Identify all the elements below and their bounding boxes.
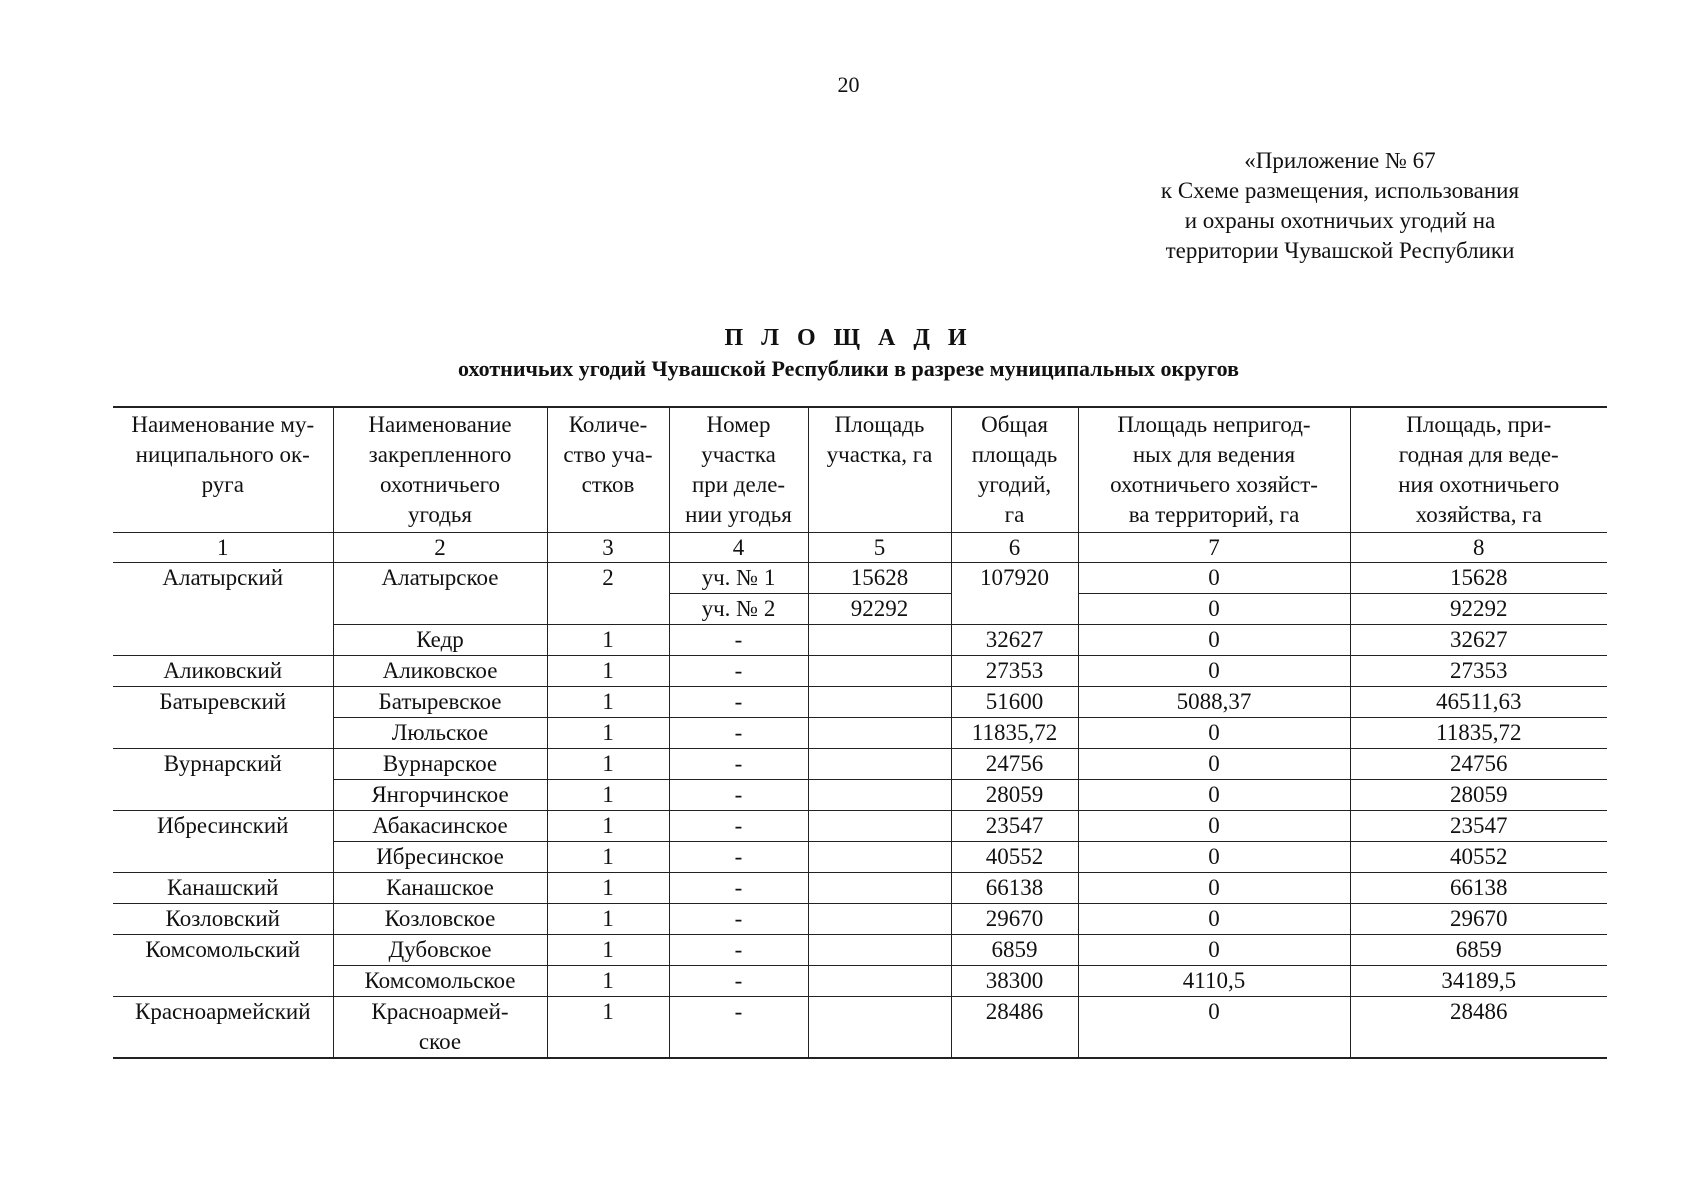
table-row (113, 687, 1607, 718)
cell-unsuitable: 0 (1078, 625, 1350, 656)
cell-count: 1 (547, 749, 669, 780)
cell-total-area: 28486 (951, 997, 1078, 1059)
cell-plot-number: уч. № 1 (669, 563, 808, 594)
table-row (113, 718, 1607, 749)
cell-ground: Аликовское (333, 656, 547, 687)
cell-suitable: 11835,72 (1350, 718, 1607, 749)
column-number: 4 (669, 533, 808, 563)
cell-ground-line: ское (418, 1029, 462, 1054)
cell-plot-number: - (669, 966, 808, 997)
header-line: охотничьего хозяйст- (1110, 472, 1318, 497)
header-plot-number (669, 407, 808, 533)
cell-plot-area: 15628 (808, 563, 951, 594)
header-line: ниципального ок- (135, 442, 310, 467)
header-line: руга (201, 472, 244, 497)
cell-ground: Люльское (333, 718, 547, 749)
cell-unsuitable: 5088,37 (1078, 687, 1350, 718)
cell-count: 1 (547, 811, 669, 842)
header-line: Наименование му- (131, 412, 315, 437)
cell-count: 1 (547, 718, 669, 749)
cell-unsuitable: 0 (1078, 842, 1350, 873)
cell-total-area: 40552 (951, 842, 1078, 873)
table-row (113, 656, 1607, 687)
cell-unsuitable: 0 (1078, 935, 1350, 966)
cell-suitable: 66138 (1350, 873, 1607, 904)
cell-district (113, 780, 333, 811)
cell-suitable: 15628 (1350, 563, 1607, 594)
header-line: угодья (408, 502, 472, 527)
header-line: охотничьего (379, 472, 501, 497)
hunting-areas-table (113, 406, 1607, 1059)
cell-plot-number: - (669, 687, 808, 718)
column-number-row (113, 533, 1607, 563)
cell-unsuitable: 0 (1078, 718, 1350, 749)
column-number: 3 (547, 533, 669, 563)
cell-plot-number: уч. № 2 (669, 594, 808, 625)
cell-unsuitable: 0 (1078, 811, 1350, 842)
header-line: участка (701, 442, 776, 467)
cell-ground: Ибресинское (333, 842, 547, 873)
cell-total-area: 66138 (951, 873, 1078, 904)
header-line: ство уча- (563, 442, 653, 467)
header-unsuitable-area (1078, 407, 1350, 533)
table-row (113, 966, 1607, 997)
cell-suitable: 27353 (1350, 656, 1607, 687)
table-row (113, 780, 1607, 811)
cell-unsuitable: 0 (1078, 749, 1350, 780)
cell-total-area: 23547 (951, 811, 1078, 842)
cell-suitable: 6859 (1350, 935, 1607, 966)
cell-total-area (951, 594, 1078, 625)
cell-total-area: 28059 (951, 780, 1078, 811)
appendix-line: к Схеме размещения, использования (1160, 178, 1520, 203)
cell-plot-area (808, 687, 951, 718)
appendix-line: и охраны охотничьих угодий на (1184, 208, 1496, 233)
cell-plot-number: - (669, 780, 808, 811)
header-line: закрепленного (368, 442, 512, 467)
cell-suitable: 23547 (1350, 811, 1607, 842)
cell-total-area: 38300 (951, 966, 1078, 997)
cell-plot-area (808, 811, 951, 842)
cell-district: Аликовский (113, 656, 333, 687)
cell-total-area: 24756 (951, 749, 1078, 780)
cell-plot-area (808, 749, 951, 780)
cell-count: 1 (547, 780, 669, 811)
header-line: хозяйства, га (1415, 502, 1542, 527)
table-row (113, 873, 1607, 904)
page-number: 20 (837, 72, 860, 97)
appendix-reference (1100, 146, 1580, 266)
cell-plot-area (808, 656, 951, 687)
cell-plot-area (808, 997, 951, 1059)
cell-plot-area (808, 718, 951, 749)
cell-district (113, 594, 333, 625)
cell-unsuitable: 0 (1078, 656, 1350, 687)
header-suitable-area (1350, 407, 1607, 533)
table-row (113, 749, 1607, 780)
cell-ground: Дубовское (333, 935, 547, 966)
cell-total-area: 11835,72 (951, 718, 1078, 749)
document-subtitle: охотничьих угодий Чувашской Республики в разрезе муниципальных округов (458, 356, 1239, 381)
cell-plot-area (808, 625, 951, 656)
cell-district: Красноармейский (113, 997, 333, 1059)
cell-count: 1 (547, 656, 669, 687)
cell-plot-area (808, 873, 951, 904)
header-plot-area (808, 407, 951, 533)
table-header-row (113, 407, 1607, 533)
header-line: Количе- (568, 412, 648, 437)
cell-suitable: 46511,63 (1350, 687, 1607, 718)
cell-plot-number: - (669, 873, 808, 904)
cell-suitable: 28059 (1350, 780, 1607, 811)
cell-count: 1 (547, 873, 669, 904)
cell-ground: Кедр (333, 625, 547, 656)
cell-suitable: 34189,5 (1350, 966, 1607, 997)
header-line: Площадь, при- (1406, 412, 1552, 437)
document-heading (0, 322, 1697, 384)
column-number: 1 (113, 533, 333, 563)
header-line: Общая (981, 412, 1048, 437)
header-line: угодий, (977, 472, 1052, 497)
cell-ground: Янгорчинское (333, 780, 547, 811)
cell-plot-number: - (669, 718, 808, 749)
header-line: га (1004, 502, 1025, 527)
cell-suitable: 40552 (1350, 842, 1607, 873)
cell-total-area: 107920 (951, 563, 1078, 594)
cell-total-area: 27353 (951, 656, 1078, 687)
cell-total-area: 6859 (951, 935, 1078, 966)
cell-suitable: 92292 (1350, 594, 1607, 625)
cell-district: Ибресинский (113, 811, 333, 842)
header-line: Площадь (834, 412, 925, 437)
cell-ground: Комсомольское (333, 966, 547, 997)
column-number: 8 (1350, 533, 1607, 563)
column-number: 5 (808, 533, 951, 563)
cell-district: Козловский (113, 904, 333, 935)
cell-plot-number: - (669, 749, 808, 780)
appendix-line: «Приложение № 67 (1244, 148, 1436, 173)
cell-district (113, 625, 333, 656)
cell-ground-line: Красноармей- (371, 999, 509, 1024)
cell-count (547, 594, 669, 625)
header-municipal-district (113, 407, 333, 533)
cell-ground: Алатырское (333, 563, 547, 594)
cell-unsuitable: 0 (1078, 904, 1350, 935)
cell-plot-area (808, 966, 951, 997)
cell-district: Комсомольский (113, 935, 333, 966)
table-row (113, 997, 1607, 1059)
cell-suitable: 28486 (1350, 997, 1607, 1059)
cell-district: Алатырский (113, 563, 333, 594)
cell-ground (333, 997, 547, 1059)
header-line: Номер (706, 412, 771, 437)
cell-suitable: 24756 (1350, 749, 1607, 780)
cell-district: Канашский (113, 873, 333, 904)
cell-ground: Вурнарское (333, 749, 547, 780)
cell-plot-area (808, 935, 951, 966)
column-number: 2 (333, 533, 547, 563)
cell-count: 1 (547, 997, 669, 1059)
cell-plot-area (808, 842, 951, 873)
cell-plot-number: - (669, 656, 808, 687)
cell-plot-area: 92292 (808, 594, 951, 625)
header-line: при деле- (691, 472, 786, 497)
cell-count: 1 (547, 625, 669, 656)
cell-total-area: 29670 (951, 904, 1078, 935)
cell-unsuitable: 4110,5 (1078, 966, 1350, 997)
cell-plot-number: - (669, 811, 808, 842)
cell-district: Батыревский (113, 687, 333, 718)
cell-plot-area (808, 780, 951, 811)
cell-suitable: 32627 (1350, 625, 1607, 656)
cell-count: 1 (547, 842, 669, 873)
header-total-area (951, 407, 1078, 533)
cell-count: 2 (547, 563, 669, 594)
cell-district (113, 842, 333, 873)
cell-count: 1 (547, 904, 669, 935)
cell-plot-number: - (669, 997, 808, 1059)
column-number: 6 (951, 533, 1078, 563)
header-line: участка, га (826, 442, 933, 467)
header-hunting-ground (333, 407, 547, 533)
header-plot-count (547, 407, 669, 533)
header-line: Наименование (368, 412, 512, 437)
cell-ground: Канашское (333, 873, 547, 904)
cell-plot-number: - (669, 625, 808, 656)
cell-ground: Козловское (333, 904, 547, 935)
header-line: площадь (971, 442, 1058, 467)
header-line: годная для веде- (1398, 442, 1559, 467)
document-title: П Л О Щ А Д И (724, 325, 973, 351)
cell-plot-area (808, 904, 951, 935)
cell-count: 1 (547, 935, 669, 966)
column-number: 7 (1078, 533, 1350, 563)
cell-ground: Батыревское (333, 687, 547, 718)
cell-plot-number: - (669, 935, 808, 966)
table-row (113, 811, 1607, 842)
cell-district (113, 966, 333, 997)
cell-total-area: 51600 (951, 687, 1078, 718)
cell-unsuitable: 0 (1078, 594, 1350, 625)
table-row (113, 563, 1607, 594)
cell-total-area: 32627 (951, 625, 1078, 656)
table-row (113, 935, 1607, 966)
cell-suitable: 29670 (1350, 904, 1607, 935)
cell-unsuitable: 0 (1078, 873, 1350, 904)
header-line: стков (581, 472, 635, 497)
cell-unsuitable: 0 (1078, 780, 1350, 811)
cell-plot-number: - (669, 842, 808, 873)
header-line: ных для ведения (1132, 442, 1296, 467)
table-row (113, 904, 1607, 935)
table-row (113, 594, 1607, 625)
cell-count: 1 (547, 966, 669, 997)
cell-ground: Абакасинское (333, 811, 547, 842)
appendix-line: территории Чувашской Республики (1165, 238, 1515, 263)
cell-count: 1 (547, 687, 669, 718)
header-line: нии угодья (685, 502, 792, 527)
cell-plot-number: - (669, 904, 808, 935)
cell-district (113, 718, 333, 749)
header-line: Площадь непригод- (1117, 412, 1311, 437)
cell-district: Вурнарский (113, 749, 333, 780)
header-line: ния охотничьего (1398, 472, 1560, 497)
header-line: ва территорий, га (1128, 502, 1300, 527)
cell-unsuitable: 0 (1078, 997, 1350, 1059)
cell-unsuitable: 0 (1078, 563, 1350, 594)
table-row (113, 625, 1607, 656)
cell-ground (333, 594, 547, 625)
table-row (113, 842, 1607, 873)
